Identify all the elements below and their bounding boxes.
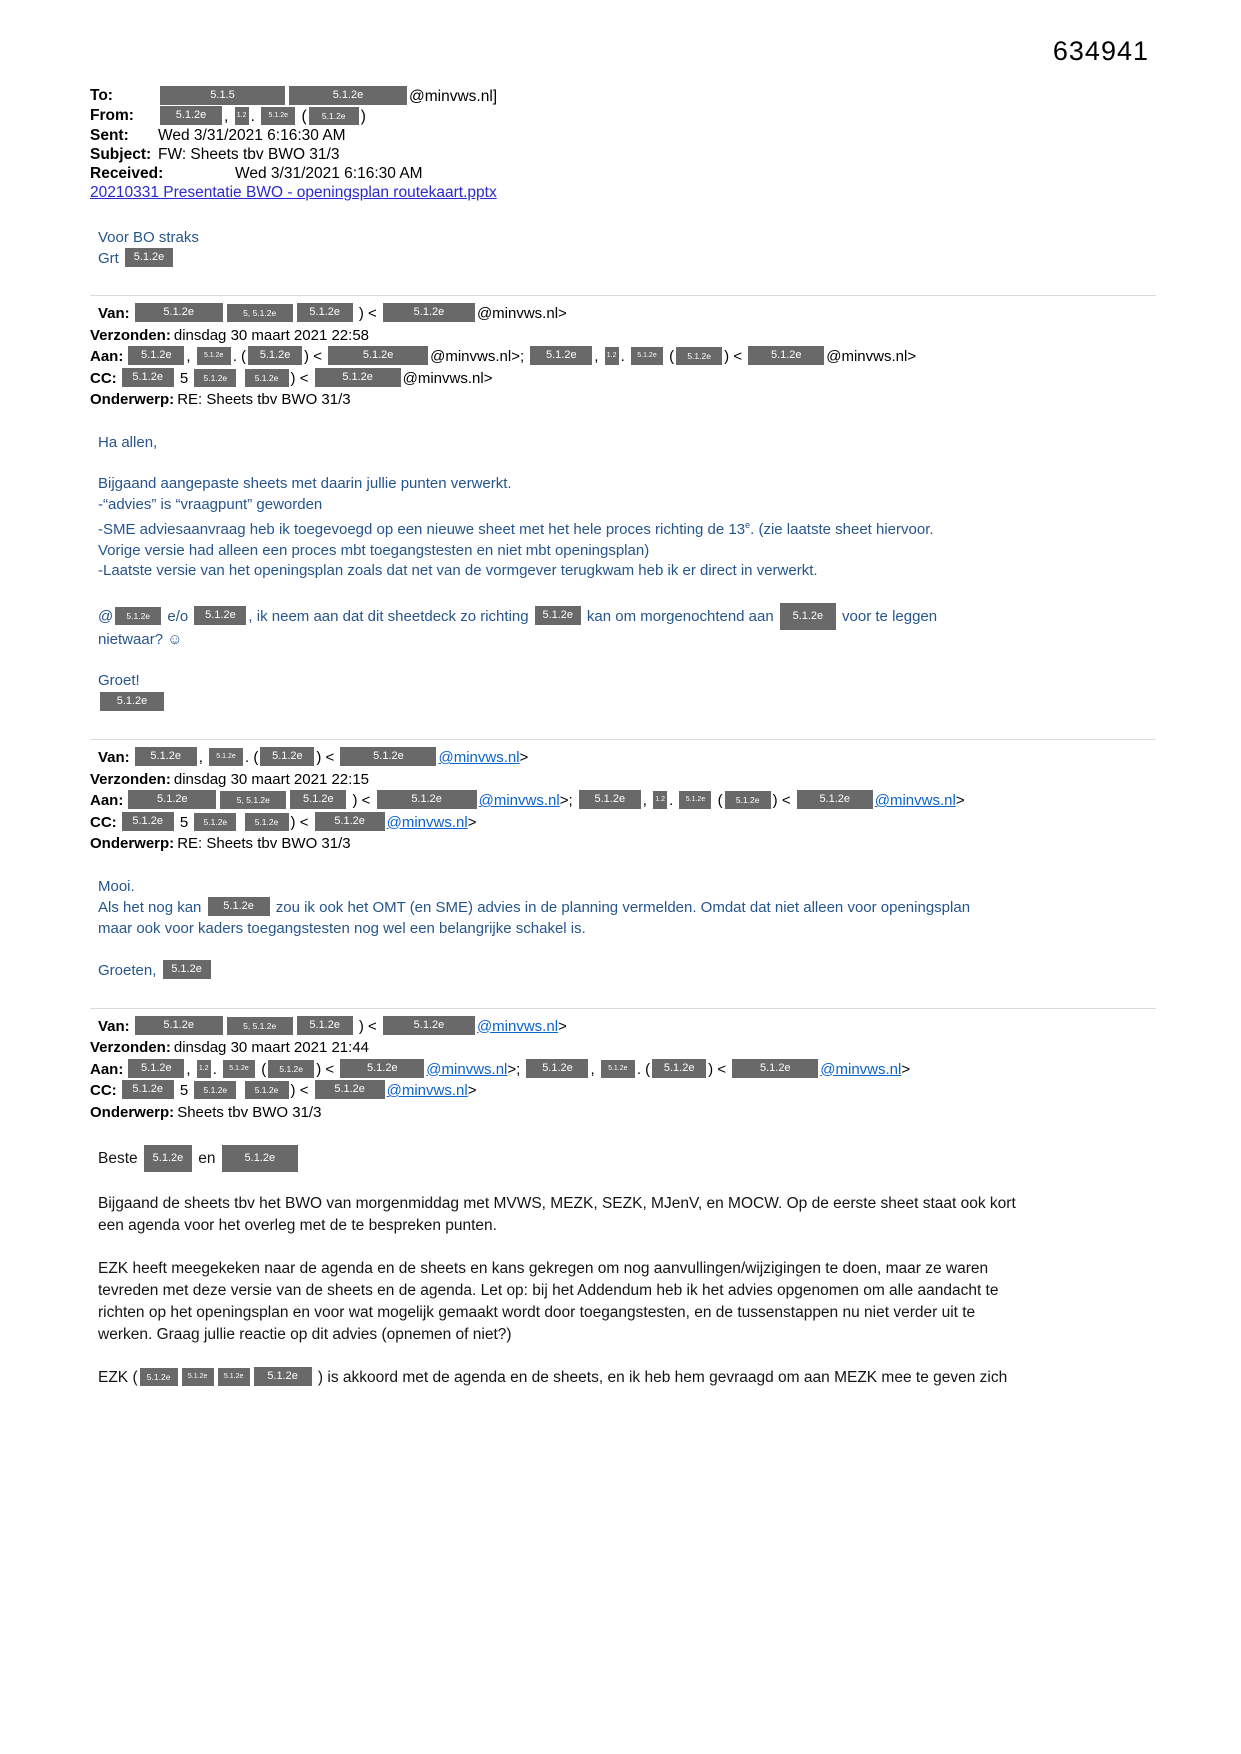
header-value <box>126 348 916 365</box>
text-run: ( <box>664 348 675 365</box>
email-address-link[interactable]: @minvws.nl <box>476 1017 559 1035</box>
note-line: Voor BO straks <box>98 229 199 246</box>
header-row-sent <box>90 126 1156 145</box>
body-paragraph <box>98 1193 1156 1237</box>
body-paragraph <box>98 1145 1156 1172</box>
text-run: @ <box>98 607 114 625</box>
redaction-box: 5.1.2e <box>748 346 824 365</box>
quoted-email <box>90 1008 1156 1390</box>
text-run: > <box>467 813 477 831</box>
header-value <box>177 391 350 408</box>
header-value <box>158 86 497 106</box>
text-run <box>238 814 242 831</box>
text-run: RE: Sheets tbv BWO 31/3 <box>177 391 351 408</box>
header-value <box>126 792 964 809</box>
text-run: ) < <box>354 305 381 322</box>
header-row-received <box>90 164 1156 183</box>
text-run: > <box>467 1082 477 1099</box>
text-run: e/o <box>163 607 193 625</box>
redaction-box: 5.1.2e <box>652 1059 706 1078</box>
redaction-box: 5.1.2e <box>297 1016 353 1035</box>
text-run: EZK ( <box>98 1369 138 1386</box>
text-run: 5 <box>175 1082 193 1099</box>
redaction-box: 1.2 <box>235 107 249 125</box>
attachment-link[interactable]: 20210331 Presentatie BWO - openingsplan routekaart.pptx <box>90 184 497 201</box>
text-run: @minvws.nl> <box>402 369 493 387</box>
text-run: en <box>193 1150 220 1167</box>
header-value <box>133 305 567 322</box>
email-address-link[interactable]: @minvws.nl <box>820 1060 902 1078</box>
header-label: Aan: <box>90 1060 124 1078</box>
email-address-link[interactable]: @minvws.nl <box>386 1082 468 1099</box>
attachment-row <box>90 183 1156 202</box>
redaction-box: 5.1.2e <box>128 790 216 809</box>
header-value <box>174 771 369 788</box>
text-run: ) < <box>290 369 313 387</box>
redaction-box: 5.1.2e <box>208 897 270 916</box>
email-body <box>90 1145 1156 1389</box>
text-run: . <box>669 792 678 809</box>
text-run: dinsdag 30 maart 2021 22:58 <box>173 326 370 344</box>
header-value <box>120 1082 477 1099</box>
redaction-box: 5.1.2e <box>315 1080 385 1099</box>
text-run: ) < <box>708 1060 731 1078</box>
redaction-box: 5.1.2e <box>194 369 236 387</box>
redaction-box: 5.1.2e <box>261 107 295 125</box>
text-run: ) < <box>316 749 339 766</box>
body-paragraph <box>98 1367 1156 1389</box>
header-label: Van: <box>98 1017 130 1035</box>
text-run: Ha allen, <box>98 433 158 451</box>
body-paragraph <box>98 960 1156 982</box>
text-run: ) < <box>354 1017 381 1035</box>
text-run: Wed 3/31/2021 6:16:30 AM <box>158 127 346 144</box>
note-line <box>98 248 1156 269</box>
header-row <box>90 389 1156 411</box>
redaction-box: 5.1.2e <box>194 813 236 831</box>
header-row <box>90 325 1156 347</box>
header-label: Verzonden: <box>90 1039 171 1056</box>
text-run: >; <box>507 1060 525 1078</box>
header-row <box>90 812 1156 834</box>
text-run: voor te leggen <box>837 607 938 625</box>
redaction-box: 5.1.5 <box>160 86 285 105</box>
text-run: maar ook voor kaders toegangstesten nog wel een belangrijke schakel is. <box>98 919 586 937</box>
text-run: @minvws.nl] <box>409 88 498 105</box>
text-run: . <box>212 1060 222 1078</box>
header-label: Onderwerp: <box>90 1103 175 1121</box>
redaction-box: 5.1.2e <box>245 813 289 831</box>
redaction-box: 5.1.2e <box>245 369 289 387</box>
text-run: . ( <box>232 348 247 365</box>
redaction-box: 5.1.2e <box>530 346 592 365</box>
header-value <box>177 835 350 852</box>
redaction-box: 5.1.2e <box>268 1060 314 1078</box>
text-run: 5 <box>175 369 193 387</box>
text-run: ) < <box>348 792 375 809</box>
text-run: > <box>901 1060 911 1078</box>
body-paragraph <box>98 877 1156 940</box>
header-row <box>90 769 1156 791</box>
redaction-box: 5.1.2e <box>631 347 663 365</box>
redaction-box: 5.1.2e <box>260 747 314 766</box>
header-label: Subject: <box>90 146 152 163</box>
redaction-box: 5.1.2e <box>254 1367 312 1386</box>
redaction-box: 5.1.2e <box>315 812 385 831</box>
redaction-box: 5.1.2e <box>140 1368 178 1386</box>
email-address-link[interactable]: @minvws.nl <box>478 792 560 809</box>
text-run: ( <box>257 1060 267 1078</box>
header-label: Verzonden: <box>90 326 171 344</box>
header-row <box>90 1059 1156 1081</box>
redaction-box: 5.1.2e <box>340 747 436 766</box>
header-row <box>90 833 1156 855</box>
text-run: , <box>590 1060 599 1078</box>
text-run: , <box>198 749 208 766</box>
header-value <box>158 164 423 183</box>
text-run: . ( <box>245 749 259 766</box>
redaction-box: 5, 5.1.2e <box>227 304 293 322</box>
text-run: Wed 3/31/2021 6:16:30 AM <box>235 165 423 182</box>
text-run: dinsdag 30 maart 2021 22:15 <box>173 770 370 788</box>
text-run: Beste <box>98 1150 142 1167</box>
quoted-email <box>90 295 1156 713</box>
redaction-box: 5.1.2e <box>128 1059 184 1078</box>
redaction-box: 5.1.2e <box>383 1016 475 1035</box>
header-label: CC: <box>90 1082 117 1099</box>
text-run: zou ik ook het OMT (en SME) advies in de planning vermelden. Omdat dat niet alleen voor openingsplan <box>271 899 971 916</box>
header-value <box>158 145 339 164</box>
text-run: . <box>250 108 260 125</box>
text-run: , <box>186 1060 195 1078</box>
header-label: From: <box>90 107 134 124</box>
body-paragraph <box>98 603 1156 651</box>
redaction-box: 5.1.2e <box>245 1081 289 1099</box>
redaction-box: 5.1.2e <box>725 791 771 809</box>
header-row-to <box>90 86 1156 106</box>
email-body <box>90 433 1156 714</box>
header-value <box>133 749 529 766</box>
document-content <box>90 86 1156 1410</box>
header-row <box>90 747 1156 769</box>
redaction-box: 5.1.2e <box>163 960 211 979</box>
text-run: RE: Sheets tbv BWO 31/3 <box>177 835 351 852</box>
redaction-box: 5.1.2e <box>182 1368 214 1386</box>
text-run: EZK heeft meegekeken naar de agenda en de sheets en kans gekregen om nog aanvullingen/wijzigingen te doen, maar ze waren <box>98 1260 989 1277</box>
header-label: To: <box>90 87 113 104</box>
text-run: ) <box>360 108 366 125</box>
redaction-box: 5.1.2e <box>135 1016 223 1035</box>
redaction-box: 5.1.2e <box>679 791 711 809</box>
header-value <box>158 126 346 145</box>
header-value <box>126 1061 910 1078</box>
redaction-box: 5.1.2e <box>377 790 477 809</box>
text-run: , <box>642 792 652 809</box>
redaction-box: 5.1.2e <box>223 1060 255 1078</box>
header-row <box>90 1016 1156 1038</box>
redaction-box: 5.1.2e <box>315 368 401 387</box>
email-header-block <box>90 86 1156 202</box>
header-value <box>174 327 369 344</box>
text-run: kan om morgenochtend aan <box>582 607 778 625</box>
body-paragraph <box>98 474 1156 582</box>
text-run: Sheets tbv BWO 31/3 <box>177 1103 322 1121</box>
header-label: Aan: <box>90 348 124 365</box>
redaction-box: 5.1.2e <box>122 812 174 831</box>
text-run: nietwaar? ☺ <box>98 630 183 648</box>
redaction-box: 5.1.2e <box>125 248 173 267</box>
superscript: e <box>745 520 751 530</box>
header-label: Received: <box>90 165 164 182</box>
redaction-box: 5.1.2e <box>248 346 302 365</box>
text-run: ) < <box>724 348 747 365</box>
text-run: ) < <box>290 813 313 831</box>
text-run <box>238 370 242 387</box>
redaction-box: 5, 5.1.2e <box>227 1017 293 1035</box>
text-run: ) < <box>772 792 795 809</box>
header-row <box>90 303 1156 325</box>
text-run: -“advies” is “vraagpunt” geworden <box>98 495 323 513</box>
text-run: tevreden met deze versie van de sheets en de agenda. Let op: bij het Addendum heb ik het advies opgenomen om alle aandacht te <box>98 1282 999 1299</box>
header-value <box>133 1018 567 1035</box>
header-label: Van: <box>98 749 130 766</box>
redaction-box: 5.1.2e <box>194 606 246 625</box>
redaction-box: 5.1.2e <box>115 607 161 625</box>
text-run <box>238 1082 242 1099</box>
header-label: Verzonden: <box>90 770 171 788</box>
header-label: Van: <box>98 305 130 322</box>
header-row <box>90 1037 1156 1059</box>
text-run: , ik neem aan dat dit sheetdeck zo richting <box>248 607 533 625</box>
redaction-box: 5.1.2e <box>309 107 359 125</box>
header-value <box>177 1104 321 1121</box>
text-run: ) < <box>304 348 327 365</box>
redaction-box: 5.1.2e <box>289 86 407 105</box>
redaction-box: 5.1.2e <box>135 303 223 322</box>
document-number: 634941 <box>1052 36 1149 66</box>
text-run: >; <box>559 792 577 809</box>
redaction-box: 5.1.2e <box>328 346 428 365</box>
redaction-box: 1.2 <box>197 1060 211 1078</box>
email-body <box>90 877 1156 982</box>
redaction-box: 5.1.2e <box>290 790 346 809</box>
redaction-box: 5.1.2e <box>526 1059 588 1078</box>
text-run: . <box>620 348 629 365</box>
header-row-subject <box>90 145 1156 164</box>
header-row-from <box>90 106 1156 126</box>
header-value <box>158 106 366 126</box>
text-run: richten op het openingsplan en voor wat mogelijk gemaakt wordt door toegangstesten, en de tussenstappen nu niet verder uit te <box>98 1304 976 1321</box>
body-paragraph <box>98 1258 1156 1346</box>
text-run: Groet! <box>98 672 140 689</box>
redaction-box: 5.1.2e <box>209 748 243 766</box>
email-thread <box>90 295 1156 1389</box>
text-run: ( <box>297 108 307 125</box>
text-run: @minvws.nl> <box>826 348 917 365</box>
text-run: > <box>955 792 965 809</box>
header-value <box>120 370 493 387</box>
header-label: CC: <box>90 369 117 387</box>
redaction-box: 5.1.2e <box>144 1145 192 1172</box>
redaction-box: 5.1.2e <box>122 368 174 387</box>
redaction-box: 5.1.2e <box>340 1059 424 1078</box>
text-run: > <box>519 749 529 766</box>
text-run: , <box>224 108 233 125</box>
redaction-box: 5.1.2e <box>732 1059 818 1078</box>
text-run: -SME adviesaanvraag heb ik toegevoegd op een nieuwe sheet met het hele proces richting de 13 <box>98 521 746 538</box>
email-address-link[interactable]: @minvws.nl <box>438 749 520 766</box>
redaction-box: 5, 5.1.2e <box>220 791 286 809</box>
text-run: @minvws.nl> <box>476 305 567 322</box>
redaction-box: 5.1.2e <box>128 346 184 365</box>
header-row <box>90 790 1156 812</box>
header-row <box>90 346 1156 368</box>
text-run: Bijgaand de sheets tbv het BWO van morgenmiddag met MVWS, MEZK, SEZK, MJenV, en MOCW. Op de eerste sheet staat ook kort <box>98 1195 1016 1212</box>
header-row <box>90 1080 1156 1102</box>
redaction-box: 5.1.2e <box>579 790 641 809</box>
redaction-box: 5.1.2e <box>297 303 353 322</box>
text-run: , <box>186 348 195 365</box>
text-run: ) is akkoord met de agenda en de sheets, en ik heb hem gevraagd om aan MEZK mee te geven zich <box>313 1369 1008 1386</box>
redaction-box: 5.1.2e <box>601 1060 635 1078</box>
header-value <box>120 814 477 831</box>
text-run: . ( <box>636 1060 651 1078</box>
redaction-box: 5.1.2e <box>122 1080 174 1099</box>
redaction-box: 1.2 <box>605 347 619 365</box>
redaction-box: 5.1.2e <box>780 603 836 630</box>
header-label: Onderwerp: <box>90 391 175 408</box>
email-address-link[interactable]: @minvws.nl <box>426 1060 508 1078</box>
header-label: Sent: <box>90 127 129 144</box>
text-run: > <box>558 1017 567 1035</box>
forward-note <box>90 228 1156 269</box>
text-run: een agenda voor het overleg met de te bespreken punten. <box>98 1217 497 1234</box>
text-run: 5 <box>175 813 193 831</box>
redaction-box: 5.1.2e <box>197 347 231 365</box>
redaction-box: 5.1.2e <box>160 106 222 125</box>
text-run: Vorige versie had alleen een proces mbt toegangstesten en niet mbt openingsplan) <box>98 541 650 559</box>
redaction-box: 5.1.2e <box>383 303 475 322</box>
header-value <box>174 1039 369 1056</box>
text-run: ) < <box>290 1082 313 1099</box>
text-run: dinsdag 30 maart 2021 21:44 <box>173 1039 370 1056</box>
text-run: Grt <box>98 250 123 267</box>
text-run: ( <box>713 792 723 809</box>
text-run: FW: Sheets tbv BWO 31/3 <box>158 146 340 163</box>
text-run: , <box>594 348 603 365</box>
header-row <box>90 1102 1156 1124</box>
quoted-email <box>90 739 1156 982</box>
text-run: Groeten, <box>98 962 161 979</box>
header-row <box>90 368 1156 390</box>
text-run: @minvws.nl>; <box>430 348 529 365</box>
header-label: CC: <box>90 813 117 831</box>
redaction-box: 5.1.2e <box>194 1081 236 1099</box>
redaction-box: 5.1.2e <box>535 606 581 625</box>
redaction-box: 5.1.2e <box>797 790 873 809</box>
email-address-link[interactable]: @minvws.nl <box>386 813 468 831</box>
redaction-box: 5.1.2e <box>222 1145 298 1172</box>
header-label: Aan: <box>90 792 124 809</box>
redaction-box: 5.1.2e <box>135 747 197 766</box>
text-run: . (zie laatste sheet hiervoor. <box>750 521 934 538</box>
text-run: werken. Graag jullie reactie op dit advies (opnemen of niet?) <box>98 1326 512 1343</box>
redaction-box: 5.1.2e <box>218 1368 250 1386</box>
body-paragraph <box>98 433 1156 454</box>
redaction-box: 5.1.2e <box>676 347 722 365</box>
redaction-box: 5.1.2e <box>100 692 164 711</box>
text-run: Als het nog kan <box>98 899 206 916</box>
text-run: -Laatste versie van het openingsplan zoals dat net van de vormgever terugkwam heb ik er direct in verwerkt. <box>98 562 818 579</box>
text-run: Bijgaand aangepaste sheets met daarin jullie punten verwerkt. <box>98 475 512 492</box>
email-address-link[interactable]: @minvws.nl <box>874 792 956 809</box>
header-label: Onderwerp: <box>90 835 175 852</box>
body-paragraph <box>98 671 1156 713</box>
text-run: ) < <box>316 1060 339 1078</box>
redaction-box: 1.2 <box>653 791 667 809</box>
text-run: Mooi. <box>98 877 135 895</box>
